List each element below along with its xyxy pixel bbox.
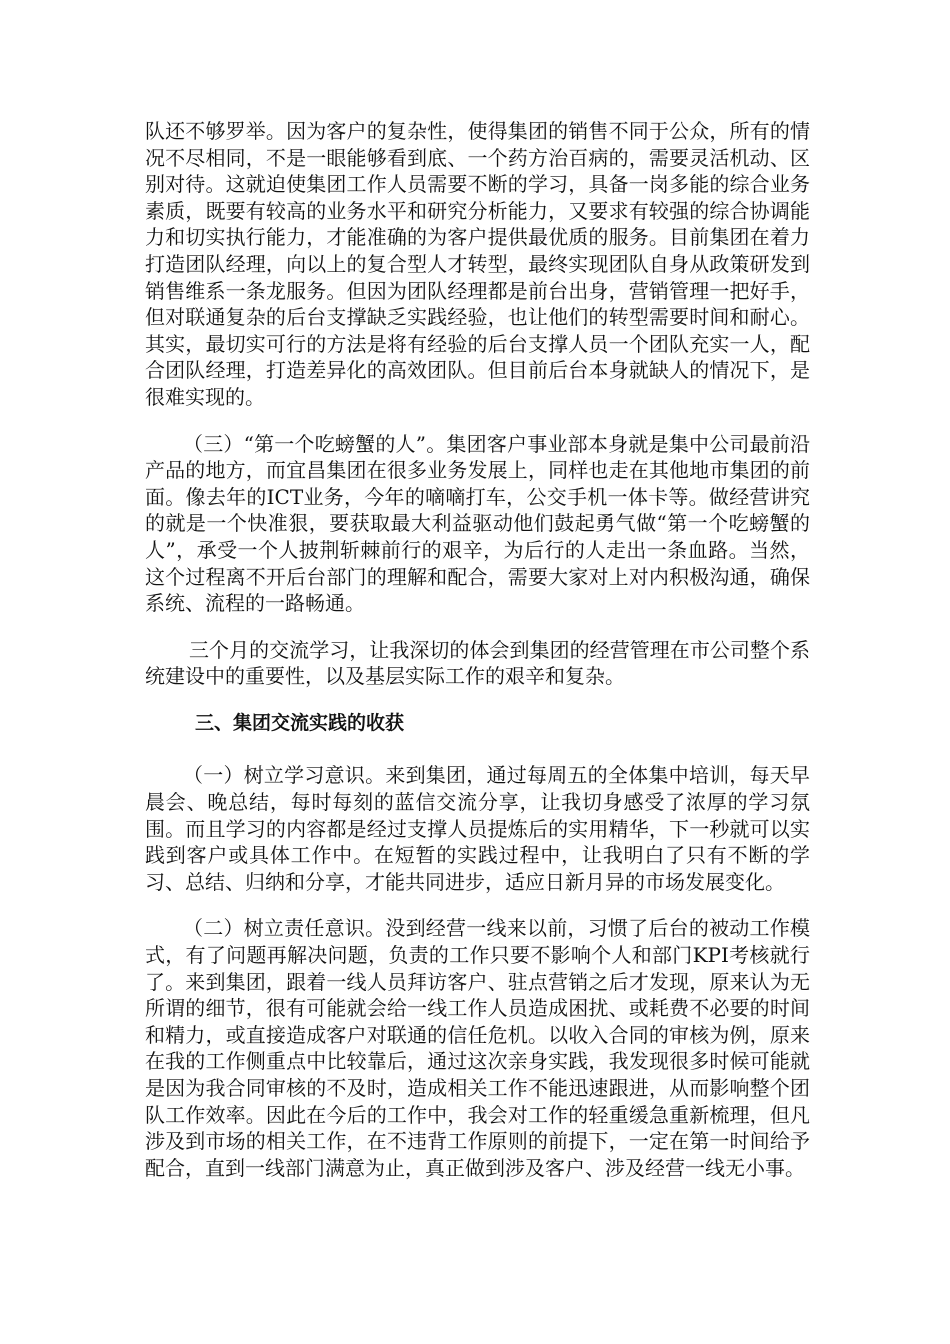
paragraph-first-crab-eater: （三）“第一个吃螃蟹的人”。集团客户事业部本身就是集中公司最前沿产品的地方，而宜昌集团在很多业务发展上，同样也走在其他地市集团的前面。像去年的ICT业务，今年的嘀嘀打车，公交手机一体卡等。做经营讲究的就是一个快准狠，要获取最大利益驱动他们鼓起勇气做“第一个吃螃蟹的人”，承受一个人披荆斩棘前行的艰辛，为后行的人走出一条血路。当然，这个过程离不开后台部门的理解和配合，需要大家对上对内积极沟通，确保系统、流程的一路畅通。 bbox=[145, 431, 810, 616]
paragraph-team-complexity: 队还不够罗举。因为客户的复杂性，使得集团的销售不同于公众，所有的情况不尽相同，不是一眼能够看到底、一个药方治百病的，需要灵活机动、区别对待。这就迫使集团工作人员需要不断的学习，具备一岗多能的综合业务素质，既要有较高的业务水平和研究分析能力，又要求有较强的综合协调能力和切实执行能力，才能准确的为客户提供最优质的服务。目前集团在着力打造团队经理，向以上的复合型人才转型，最终实现团队自身从政策研发到销售维系一条龙服务。但因为团队经理都是前台出身，营销管理一把好手，但对联通复杂的后台支撑缺乏实践经验，也让他们的转型需要时间和耐心。其实，最切实可行的方法是将有经验的后台支撑人员一个团队充实一人，配合团队经理，打造差异化的高效团队。但目前后台本身就缺人的情况下，是很难实现的。 bbox=[145, 119, 810, 409]
paragraph-responsibility-awareness: （二）树立责任意识。没到经营一线来以前，习惯了后台的被动工作模式，有了问题再解决问题，负责的工作只要不影响个人和部门KPI考核就行了。来到集团，跟着一线人员拜访客户、驻点营销之后才发现，原来认为无所谓的细节，很有可能就会给一线工作人员造成困扰、或耗费不必要的时间和精力，或直接造成客户对联通的信任危机。以收入合同的审核为例，原来在我的工作侧重点中比较靠后，通过这次亲身实践，我发现很多时候可能就是因为我合同审核的不及时，造成相关工作不能迅速跟进，从而影响整个团队工作效率。因此在今后的工作中，我会对工作的轻重缓急重新梳理，但凡涉及到市场的相关工作，在不违背工作原则的前提下，一定在第一时间给予配合，直到一线部门满意为止，真正做到涉及客户、涉及经营一线无小事。 bbox=[145, 916, 810, 1180]
section-heading-gains: 三、集团交流实践的收获 bbox=[195, 711, 405, 734]
paragraph-learning-awareness: （一）树立学习意识。来到集团，通过每周五的全体集中培训，每天早晨会、晚总结，每时每刻的蓝信交流分享，让我切身感受了浓厚的学习氛围。而且学习的内容都是经过支撑人员提炼后的实用精华，下一秒就可以实践到客户或具体工作中。在短暂的实践过程中，让我明白了只有不断的学习、总结、归纳和分享，才能共同进步，适应日新月异的市场发展变化。 bbox=[145, 763, 810, 894]
paragraph-three-months-summary: 三个月的交流学习，让我深切的体会到集团的经营管理在市公司整个系统建设中的重要性，以及基层实际工作的艰辛和复杂。 bbox=[145, 637, 810, 689]
document-page bbox=[145, 118, 810, 1181]
